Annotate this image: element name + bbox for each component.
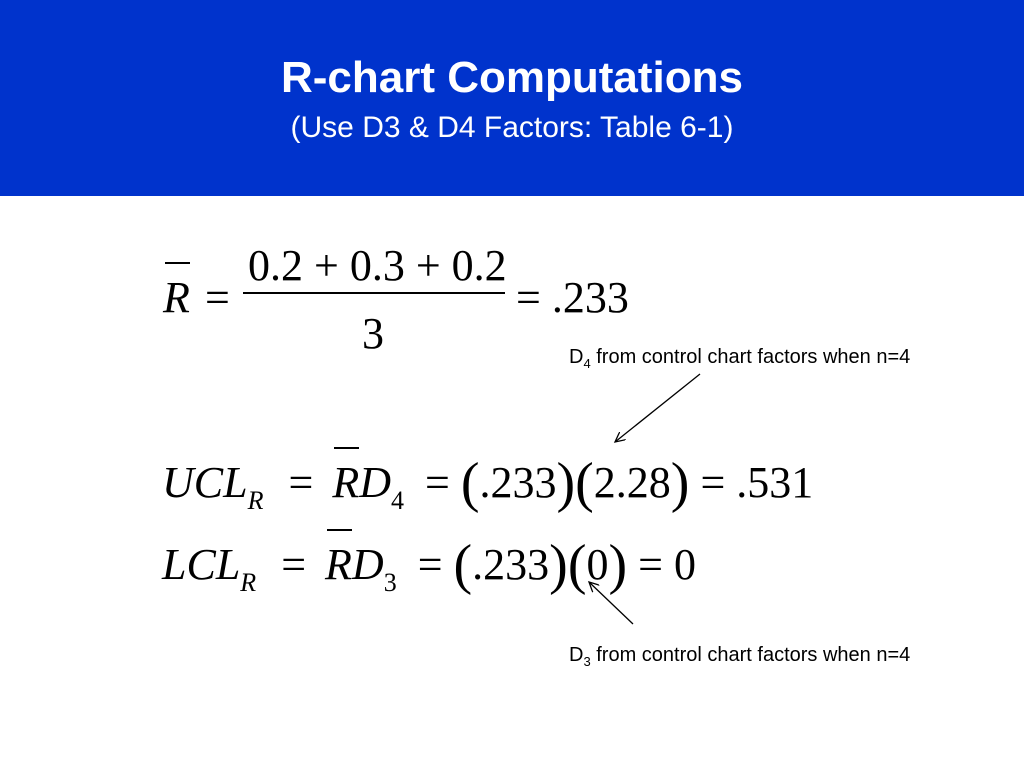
- ucl-value1: .233: [479, 458, 557, 507]
- ucl-name-sub: R: [247, 486, 264, 515]
- ucl-name: UCL: [162, 458, 248, 507]
- rbar-equals: =: [205, 273, 230, 322]
- lcl-eq2: =: [417, 540, 443, 589]
- d4-arrow: [615, 374, 700, 442]
- d3-text: from control chart factors when n=4: [590, 644, 911, 666]
- lcl-open-paren-1: (: [453, 534, 473, 596]
- lcl-name: LCL: [162, 540, 241, 589]
- lcl-value1: .233: [472, 540, 550, 589]
- ucl-eq2: =: [424, 458, 450, 507]
- slide-subtitle: (Use D3 & D4 Factors: Table 6-1): [290, 111, 734, 144]
- ucl-factor-sub: 4: [390, 486, 404, 515]
- lcl-factor: D: [351, 540, 384, 589]
- lcl-name-sub: R: [240, 568, 257, 597]
- lcl-rbar: R: [325, 540, 352, 589]
- ucl-eq1: =: [288, 458, 314, 507]
- d4-prefix: D: [569, 346, 584, 368]
- lcl-result: = 0: [638, 540, 696, 589]
- d3-prefix: D: [569, 644, 584, 666]
- d3-arrow: [589, 582, 633, 624]
- lcl-open-paren-2: (: [567, 534, 587, 596]
- lcl-eq1: =: [281, 540, 307, 589]
- lcl-value2: 0: [586, 540, 609, 589]
- rbar-numerator: 0.2 + 0.3 + 0.2: [248, 241, 507, 290]
- rbar-result: = .233: [516, 273, 629, 322]
- rbar-denominator: 3: [362, 309, 384, 358]
- ucl-open-paren-2: (: [575, 452, 594, 514]
- ucl-result: = .531: [700, 458, 814, 507]
- ucl-close-paren-2: ): [670, 452, 690, 514]
- lcl-close-paren-2: ): [608, 534, 628, 596]
- d4-sub: 4: [583, 356, 591, 371]
- slide-title: R-chart Computations: [281, 53, 743, 102]
- ucl-rbar: R: [332, 458, 360, 507]
- rbar-letter: R: [163, 273, 190, 322]
- ucl-factor: D: [359, 458, 391, 507]
- lcl-factor-sub: 3: [383, 568, 397, 597]
- d4-text: from control chart factors when n=4: [590, 346, 911, 368]
- lcl-close-paren-1: ): [549, 534, 568, 596]
- ucl-value2: 2.28: [593, 458, 671, 507]
- ucl-close-paren-1: ): [556, 452, 576, 514]
- d3-sub: 3: [583, 654, 591, 669]
- ucl-open-paren-1: (: [460, 452, 480, 514]
